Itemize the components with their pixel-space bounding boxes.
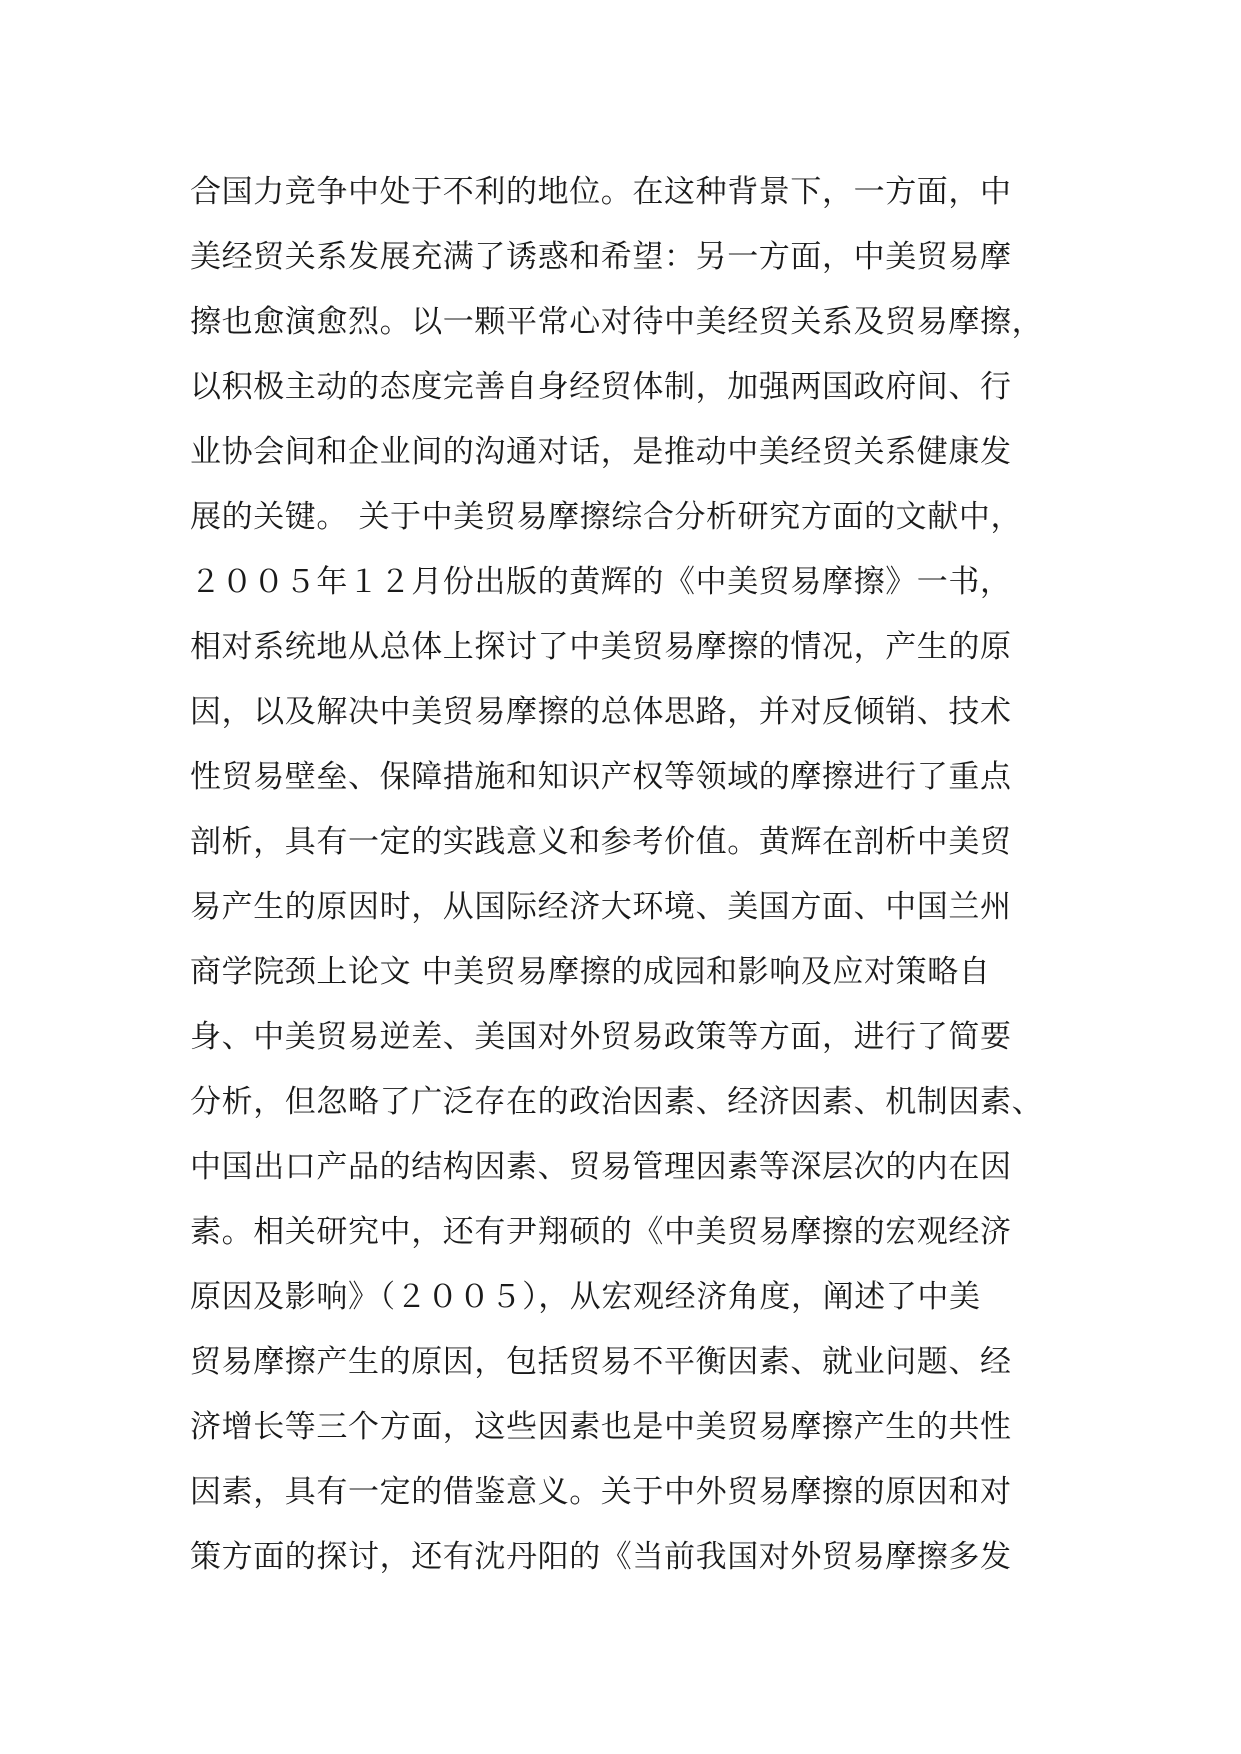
text-line: 美经贸关系发展充满了诱惑和希望：另一方面，中美贸易摩 [190,239,1012,275]
text-line: 因素，具有一定的借鉴意义。关于中外贸易摩擦的原因和对 [190,1474,1012,1510]
text-line: 业协会间和企业间的沟通对话，是推动中美经贸关系健康发 [190,434,1012,470]
text-line: 商学院颈上论文 中美贸易摩擦的成园和影响及应对策略自 [190,954,991,990]
text-line: ２００５年１２月份出版的黄辉的《中美贸易摩擦》一书， [190,564,1012,600]
text-line: 素。相关研究中，还有尹翔硕的《中美贸易摩擦的宏观经济 [190,1214,1012,1250]
text-line: 原因及影响》（２００５），从宏观经济角度，阐述了中美 [190,1279,981,1315]
text-line: 分析，但忽略了广泛存在的政治因素、经济因素、机制因素、 [190,1084,1044,1120]
text-line: 易产生的原因时，从国际经济大环境、美国方面、中国兰州 [190,889,1012,925]
text-line: 以积极主动的态度完善自身经贸体制，加强两国政府间、行 [190,369,1012,405]
text-line: 贸易摩擦产生的原因，包括贸易不平衡因素、就业问题、经 [190,1344,1012,1380]
text-line: 中国出口产品的结构因素、贸易管理因素等深层次的内在因 [190,1149,1012,1185]
text-line: 剖析，具有一定的实践意义和参考价值。黄辉在剖析中美贸 [190,824,1012,860]
text-line: 因，以及解决中美贸易摩擦的总体思路，并对反倾销、技术 [190,694,1012,730]
text-line: 身、中美贸易逆差、美国对外贸易政策等方面，进行了简要 [190,1019,1012,1055]
text-line: 策方面的探讨，还有沈丹阳的《当前我国对外贸易摩擦多发 [190,1539,1012,1575]
text-line: 展的关键。 关于中美贸易摩擦综合分析研究方面的文献中， [190,499,1023,535]
text-line: 合国力竞争中处于不利的地位。在这种背景下，一方面，中 [190,174,1012,210]
text-line: 济增长等三个方面，这些因素也是中美贸易摩擦产生的共性 [190,1409,1012,1445]
text-line: 性贸易壁垒、保障措施和知识产权等领域的摩擦进行了重点 [190,759,1012,795]
body-text [190,160,1090,1590]
text-line: 相对系统地从总体上探讨了中美贸易摩擦的情况，产生的原 [190,629,1012,665]
text-line: 擦也愈演愈烈。以一颗平常心对待中美经贸关系及贸易摩擦， [190,304,1044,340]
